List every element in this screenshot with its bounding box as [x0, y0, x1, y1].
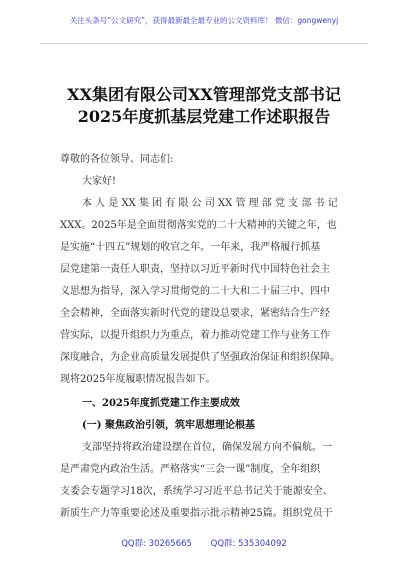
body-line: 全会精神，全面落实新时代党的建设总要求，紧密结合生产经 — [60, 308, 330, 319]
footer-qq-2: QQ群: 535304092 — [210, 539, 287, 549]
greeting: 大家好! — [82, 176, 117, 187]
subsection-heading: (一) 聚焦政治引领，筑牢思想理论根基 — [82, 420, 255, 431]
header-divider — [40, 43, 368, 44]
body-line: 本 人 是 XX 集 团 有 限 公 司 XX 管 理 部 党 支 部 书 记 — [82, 198, 338, 209]
footer-qq-1: QQ群: 30265665 — [121, 539, 192, 549]
document-title-line-2: 2025年度抓基层党建工作述职报告 — [77, 107, 331, 126]
sub-body-line: 新质生产力等重要论述及重要指示批示精神25篇。组织党员干 — [60, 508, 333, 519]
sub-body-line: 支委会专题学习18次，系统学习习近平总书记关于能源安全、 — [60, 486, 333, 497]
body-line: 义思想为指导，深入学习贯彻党的二十大和二十届三中、四中 — [60, 286, 330, 297]
salutation: 尊敬的各位领导、同志们: — [60, 154, 174, 165]
body-line: XXX。2025年是全面贯彻落实党的二十大精神的关键之年，也 — [60, 220, 337, 231]
sub-body-line: 是严肃党内政治生活。严格落实“三会一课”制度，全年组织 — [60, 464, 321, 475]
body-line: 是实施“十四五”规划的收官之年。一年来，我严格履行抓基 — [60, 242, 321, 253]
header-note: 关注头条号“公文研究”，获得最新最全最专业的公文资料库！ 微信：gongwenyj — [69, 16, 339, 25]
body-line: 层党建第一责任人职责，坚持以习近平新时代中国特色社会主 — [60, 264, 330, 275]
body-line: 营实际，以提升组织力为重点，着力推动党建工作与业务工作 — [60, 330, 330, 341]
body-line: 深度融合，为企业高质量发展提供了坚强政治保证和组织保障。 — [60, 352, 340, 363]
body-line: 现将2025年度履职情况报告如下。 — [60, 374, 216, 385]
document-title-line-1: XX集团有限公司XX管理部党支部书记 — [67, 85, 341, 104]
section-heading: 一、2025年度抓党建工作主要成效 — [82, 398, 240, 409]
footer — [0, 537, 408, 549]
sub-body-line: 支部坚持将政治建设摆在首位，确保发展方向不偏航。一 — [82, 442, 332, 453]
